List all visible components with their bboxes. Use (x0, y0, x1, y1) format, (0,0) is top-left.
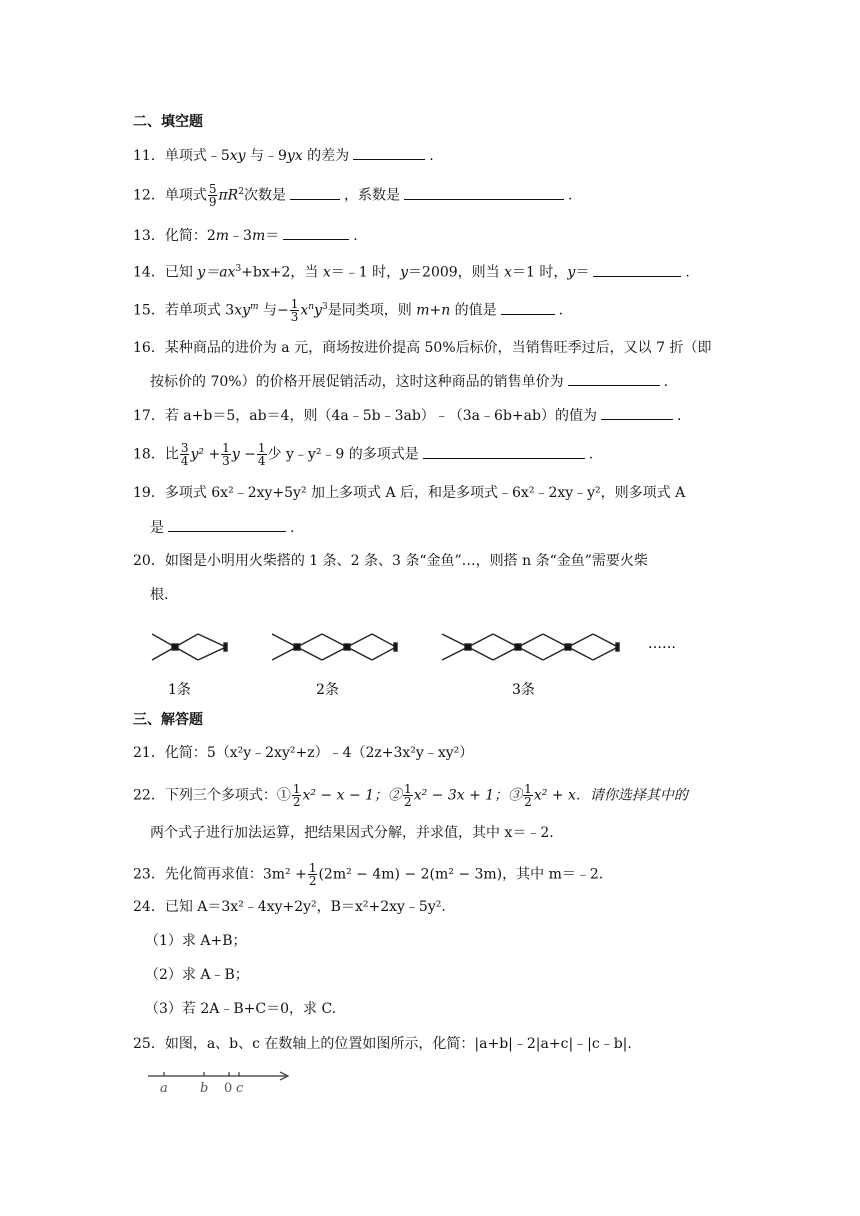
section-title-solve: 三、解答题 (133, 712, 203, 728)
q-text: 次数是 (243, 187, 286, 204)
var: xy (229, 148, 246, 164)
fraction-numerator: 3 (180, 441, 189, 455)
q-num: 18． (133, 446, 165, 463)
label-a: a (160, 1081, 168, 1096)
label-c: c (236, 1081, 244, 1096)
question-22-line2 (150, 823, 554, 843)
q-num: 23． (133, 866, 165, 883)
q-text: 化简：5（x²y﹣2xy²+z）﹣4（2z+3x²y﹣xy²） (164, 745, 474, 761)
question-19-line1 (133, 483, 685, 503)
label-0: 0 (224, 1081, 233, 1096)
q-end: . (353, 228, 358, 244)
math-expr: y＝ax (197, 264, 236, 281)
fraction (180, 442, 190, 467)
var: x (322, 264, 331, 281)
fish-2 (272, 634, 397, 660)
fish-label-2: 2条 (316, 682, 339, 698)
number-line-figure (146, 1064, 296, 1098)
exponent: 2 (238, 187, 244, 197)
answer-blank[interactable] (423, 444, 585, 459)
fraction-numerator: 1 (524, 782, 532, 796)
q-num: 11． (133, 148, 165, 164)
question-23 (133, 862, 603, 887)
answer-blank[interactable] (593, 262, 681, 277)
answer-blank[interactable] (290, 185, 340, 200)
q-text: 已知 (164, 264, 198, 281)
q-text: 的值是 (450, 302, 497, 319)
fraction (523, 783, 533, 808)
fraction-denominator: 2 (404, 795, 412, 809)
q-text: ，系数是 (343, 187, 400, 204)
question-19-line2 (150, 517, 294, 538)
exponent: 3 (322, 302, 328, 312)
q-num: 22． (133, 787, 165, 804)
math-expr: y − (231, 446, 256, 463)
fraction (292, 783, 302, 808)
exponent: 3 (235, 264, 242, 274)
q-text: 与﹣9 (245, 148, 287, 164)
q-num: 13． (133, 228, 165, 244)
q-text: 与 (258, 302, 277, 319)
fish-1 (152, 634, 227, 660)
fraction-numerator: 1 (257, 441, 266, 455)
var: m (251, 228, 266, 244)
q-text: 化简：2 (164, 228, 216, 244)
answer-blank[interactable] (501, 300, 555, 315)
q-num: 25． (133, 1036, 165, 1052)
label-b: b (200, 1081, 209, 1096)
q-text: ＝1 时， (512, 264, 568, 281)
question-20-line2 (150, 585, 168, 605)
q-text: ﹣3 (229, 228, 252, 244)
fraction-numerator: 1 (290, 297, 299, 312)
var: y (314, 302, 322, 319)
fraction-numerator: 1 (222, 441, 230, 455)
fraction (308, 862, 318, 887)
q-text: 多项式 6x²﹣2xy+5y² 加上多项式 A 后，和是多项式﹣6x²﹣2xy﹣y²，则多项式 A (164, 485, 686, 501)
fraction-numerator: 1 (404, 782, 412, 796)
q-num: 19． (133, 485, 165, 501)
fish-3 (442, 634, 619, 660)
q-num: 14． (133, 264, 165, 281)
q-end: . (558, 302, 564, 319)
q-text: 是同类项，则 (327, 302, 417, 319)
q-text: ＝﹣1 时， (330, 264, 401, 281)
q-text: 先化简再求值：3m² + (164, 866, 307, 883)
question-17 (133, 405, 681, 426)
var: m (215, 228, 230, 244)
math-expr: πR (218, 187, 239, 204)
question-24-sub-3: （3）若 2A﹣B+C＝0，求 C. (145, 1001, 337, 1017)
math-expr: x² − x − 1；② (302, 787, 403, 804)
q-text: (2m² − 4m) − 2(m² − 3m)，其中 m＝﹣2. (318, 866, 604, 883)
q-text: 根. (150, 587, 169, 603)
question-20-line1 (133, 551, 648, 571)
exponent: n (308, 302, 315, 312)
matchstick-fish-figure (140, 612, 700, 702)
q-end: . (429, 148, 434, 164)
fraction (290, 298, 300, 323)
var: yx (286, 148, 303, 164)
answer-blank[interactable] (283, 225, 349, 240)
question-24-sub-2: （2）求 A﹣B； (145, 967, 249, 983)
q-text: +bx+2，当 (241, 264, 323, 281)
q-text: ＝2009，则当 (408, 264, 505, 281)
math-expr: x² − 3x + 1；③ (413, 787, 523, 804)
q-text: 若单项式 3 (164, 302, 235, 319)
q-text: ＝ (575, 264, 590, 281)
question-12 (133, 182, 572, 208)
fraction-numerator: 1 (292, 782, 301, 796)
fraction (208, 183, 218, 208)
q-end: . (290, 520, 295, 536)
fish-label-1: 1条 (168, 682, 191, 698)
q-text: 少 y﹣y²﹣9 的多项式是 (267, 446, 419, 463)
var: y (400, 264, 409, 281)
var: x (504, 264, 513, 281)
q-text: 按标价的 70%）的价格开展促销活动，这时这种商品的销售单价为 (150, 374, 564, 390)
q-text: 已知 A＝3x²﹣4xy+2y²，B＝x²+2xy﹣5y². (164, 899, 446, 915)
question-18 (133, 442, 593, 467)
fraction-numerator: 5 (208, 182, 217, 197)
q-text: 下列三个多项式：① (164, 787, 291, 804)
fish-label-3: 3条 (512, 682, 535, 698)
fraction-denominator: 4 (257, 454, 266, 468)
q-end: . (588, 446, 594, 463)
question-21 (133, 743, 473, 763)
fraction (257, 442, 267, 467)
q-num: 17． (133, 408, 165, 424)
fraction-denominator: 4 (180, 454, 189, 468)
q-text: 如图是小明用火柴搭的 1 条、2 条、3 条“金鱼”…，则搭 n 条“金鱼”需要火柴 (164, 553, 648, 569)
question-11 (133, 145, 434, 166)
q-end: . (676, 408, 682, 424)
fish-ellipsis: …… (648, 636, 676, 652)
q-text: 某种商品的进价为 a 元，商场按进价提高 50%后标价，当销售旺季过后，又以 7 折（即 (164, 340, 712, 356)
q-end: . (663, 374, 669, 390)
q-text: 是 (150, 520, 164, 536)
q-num: 24． (133, 899, 165, 915)
var: y (567, 264, 576, 281)
q-text: 单项式 (164, 187, 207, 204)
math-expr: x² + x．请你选择其中的 (533, 787, 688, 804)
q-end: . (567, 187, 573, 204)
q-num: 15． (133, 302, 165, 319)
fraction-denominator: 2 (308, 874, 317, 888)
var: m+n (416, 302, 451, 319)
answer-blank[interactable] (601, 405, 673, 420)
q-text: 如图，a、b、c 在数轴上的位置如图所示，化简：|a+b|﹣2|a+c|﹣|c﹣b|. (164, 1036, 632, 1052)
var: xy (234, 302, 250, 319)
fraction-numerator: 1 (308, 861, 317, 875)
question-24-sub-1: （1）求 A+B； (145, 933, 247, 949)
q-num: 21． (133, 745, 165, 761)
fraction-denominator: 3 (222, 454, 230, 468)
answer-blank[interactable] (568, 371, 660, 386)
question-15: 15．若单项式 $3xy^m$ 与− $\frac{1}{3}$ $x^ny^3$是同类项，则 m+n 的值是 . (133, 297, 564, 325)
q-num: 20． (133, 553, 165, 569)
question-25 (133, 1034, 632, 1054)
fraction-denominator: 3 (290, 310, 299, 325)
q-num: 16． (133, 340, 165, 356)
q-text: 比 (164, 446, 179, 463)
question-16-line1 (133, 338, 711, 358)
q-text: 若 a+b＝5，ab＝4，则（4a﹣5b﹣3ab）﹣（3a﹣6b+ab）的值为 (164, 408, 597, 424)
answer-blank[interactable] (353, 145, 425, 160)
question-22-line1 (133, 783, 688, 808)
fraction (403, 783, 413, 808)
answer-blank[interactable] (168, 517, 286, 532)
question-13 (133, 225, 358, 246)
q-text: ＝ (265, 228, 280, 244)
q-text: 单项式﹣5 (164, 148, 230, 164)
answer-blank[interactable] (404, 185, 564, 200)
q-text: 两个式子进行加法运算，把结果因式分解，并求值，其中 x＝﹣2. (150, 825, 554, 841)
section-title-fill: 二、填空题 (133, 114, 203, 130)
fraction-denominator: 2 (292, 795, 301, 809)
question-16-line2 (150, 371, 668, 392)
q-text: 的差为 (302, 148, 350, 164)
fraction-denominator: 2 (524, 795, 532, 809)
fraction-denominator: 9 (208, 195, 217, 210)
exponent: m (250, 302, 259, 312)
math-expr: y² + (190, 446, 221, 463)
q-num: 12． (133, 187, 165, 204)
q-end: . (685, 264, 690, 281)
fraction (221, 442, 231, 467)
question-24 (133, 897, 446, 917)
question-14 (133, 259, 690, 283)
var: x (300, 302, 309, 319)
